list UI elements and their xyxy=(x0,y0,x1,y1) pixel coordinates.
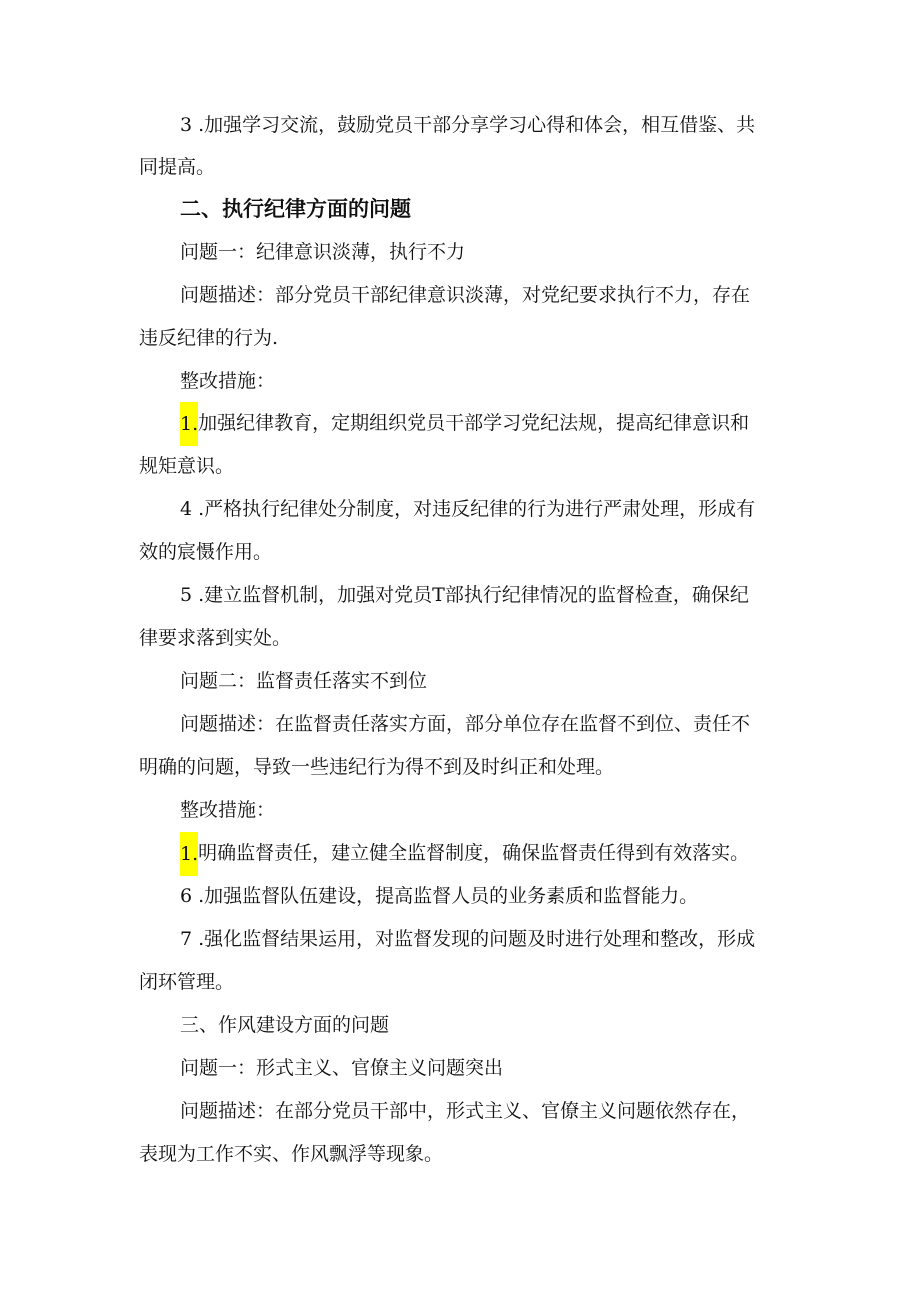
paragraph-line: 问题描述：在监督责任落实方面，部分单位存在监督不到位、责任不 xyxy=(180,713,751,735)
list-item: 4 .严格执行纪律处分制度，对违反纪律的行为进行严肃处理，形成有 xyxy=(180,498,756,520)
highlighted-number: 1. xyxy=(180,832,198,876)
problem-title: 问题二：监督责任落实不到位 xyxy=(180,670,428,692)
list-item: 7 .强化监督结果运用，对监督发现的问题及时进行处理和整改，形成 xyxy=(180,928,756,950)
highlighted-number: 1. xyxy=(180,402,198,446)
paragraph-line: 3 .加强学习交流，鼓励党员干部分享学习心得和体会，相互借鉴、共 xyxy=(180,114,756,136)
paragraph-line: 违反纪律的行为. xyxy=(139,327,279,349)
paragraph-line: 同提高。 xyxy=(139,156,216,178)
measures-label: 整改措施： xyxy=(180,799,276,821)
paragraph-line: 表现为工作不实、作风飘浮等现象。 xyxy=(139,1143,444,1165)
problem-title: 问题一：形式主义、官僚主义问题突出 xyxy=(180,1057,504,1079)
paragraph-line: 闭环管理。 xyxy=(139,971,235,993)
paragraph-line: 问题描述：部分党员干部纪律意识淡薄，对党纪要求执行不力，存在 xyxy=(180,284,751,306)
list-item: 5 .建立监督机制，加强对党员T部执行纪律情况的监督检查，确保纪 xyxy=(180,584,749,606)
list-item-text: 明确监督责任，建立健全监督制度，确保监督责任得到有效落实。 xyxy=(198,842,750,864)
list-item-text: 加强纪律教育，定期组织党员干部学习党纪法规，提高纪律意识和 xyxy=(198,412,750,434)
list-item: 6 .加强监督队伍建设，提高监督人员的业务素质和监督能力。 xyxy=(180,885,699,907)
paragraph-line: 规矩意识。 xyxy=(139,455,235,477)
problem-title: 问题一：纪律意识淡薄，执行不力 xyxy=(180,241,466,263)
paragraph-line: 明确的问题，导致一些违纪行为得不到及时纠正和处理。 xyxy=(139,756,615,778)
paragraph-line: 律要求落到实处。 xyxy=(139,627,292,649)
paragraph-line: 效的宸慑作用。 xyxy=(139,541,273,563)
section-heading: 二、执行纪律方面的问题 xyxy=(180,197,411,221)
list-item xyxy=(180,842,749,865)
paragraph-line: 问题描述：在部分党员干部中，形式主义、官僚主义问题依然存在， xyxy=(180,1100,751,1122)
measures-label: 整改措施： xyxy=(180,370,276,392)
section-heading: 三、作风建设方面的问题 xyxy=(180,1014,390,1036)
list-item xyxy=(180,412,749,435)
